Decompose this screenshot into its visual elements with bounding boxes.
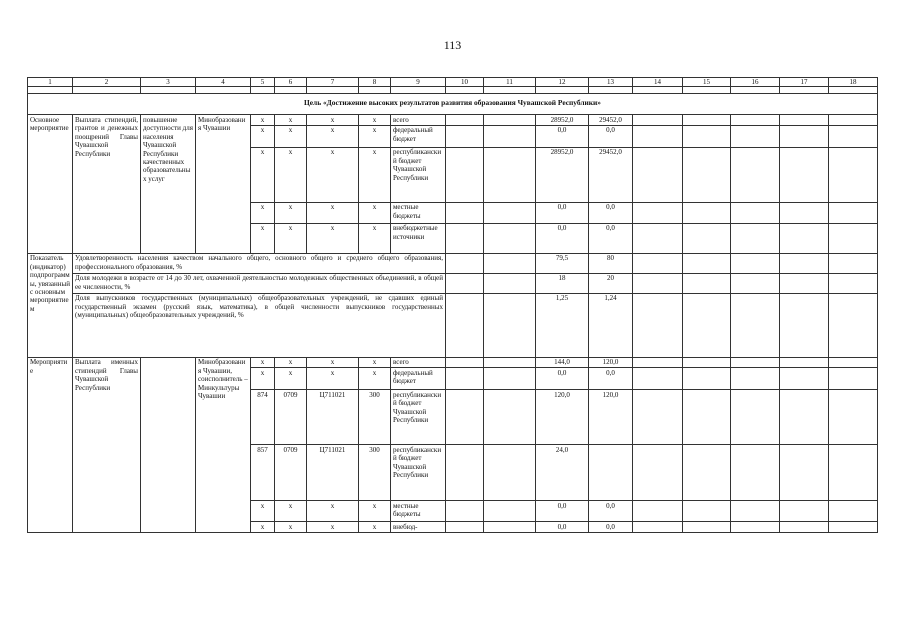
empty-cell xyxy=(484,445,536,501)
rzpr-code: x xyxy=(275,147,307,202)
grbs-code: x xyxy=(251,368,275,390)
vr-code: 300 xyxy=(359,390,391,445)
empty-cell xyxy=(589,87,633,94)
value-col-12: 0,0 xyxy=(536,125,589,147)
csr-code: Ц711021 xyxy=(307,445,359,501)
column-number: 15 xyxy=(683,78,731,87)
empty-cell xyxy=(28,87,73,94)
indicator-value-12: 1,25 xyxy=(536,293,589,357)
column-number: 16 xyxy=(731,78,780,87)
empty-cell xyxy=(359,87,391,94)
empty-cell xyxy=(829,87,878,94)
empty-cell xyxy=(683,223,731,253)
funding-source: республиканский бюджет Чувашской Республики xyxy=(391,390,446,445)
empty-cell xyxy=(683,501,731,522)
value-col-13: 0,0 xyxy=(589,202,633,223)
empty-cell xyxy=(731,501,780,522)
activity-name: Выплата именных стипендий Главы Чувашской Республики xyxy=(73,357,141,532)
column-number: 18 xyxy=(829,78,878,87)
empty-cell xyxy=(484,147,536,202)
vr-code: x xyxy=(359,368,391,390)
value-col-12: 24,0 xyxy=(536,445,589,501)
empty-cell xyxy=(731,522,780,533)
activity-type: Мероприятие xyxy=(28,357,73,532)
csr-code: x xyxy=(307,202,359,223)
empty-cell xyxy=(829,368,878,390)
empty-cell xyxy=(829,253,878,273)
empty-cell xyxy=(829,390,878,445)
activity-result xyxy=(141,357,196,532)
empty-cell xyxy=(829,357,878,367)
funding-source: федеральный бюджет xyxy=(391,125,446,147)
csr-code: x xyxy=(307,368,359,390)
empty-cell xyxy=(683,293,731,357)
column-number: 1 xyxy=(28,78,73,87)
empty-cell xyxy=(829,273,878,293)
empty-cell xyxy=(633,115,683,125)
rzpr-code: x xyxy=(275,115,307,125)
empty-cell xyxy=(731,115,780,125)
rzpr-code: x xyxy=(275,522,307,533)
rzpr-code: x xyxy=(275,501,307,522)
value-col-13: 120,0 xyxy=(589,357,633,367)
vr-code: x xyxy=(359,501,391,522)
empty-cell xyxy=(446,273,484,293)
indicator-value-13: 1,24 xyxy=(589,293,633,357)
indicator-text: Удовлетворенность населения качеством начального общего, основного общего и среднего общего образования, профессионального образования, % xyxy=(73,253,446,273)
empty-cell xyxy=(780,202,829,223)
empty-cell xyxy=(683,357,731,367)
rzpr-code: x xyxy=(275,223,307,253)
empty-cell xyxy=(731,357,780,367)
column-number: 2 xyxy=(73,78,141,87)
empty-cell xyxy=(780,253,829,273)
empty-cell xyxy=(633,125,683,147)
empty-cell xyxy=(780,125,829,147)
empty-cell xyxy=(731,293,780,357)
empty-cell xyxy=(633,253,683,273)
empty-cell xyxy=(829,125,878,147)
vr-code: x xyxy=(359,115,391,125)
empty-cell xyxy=(829,501,878,522)
funding-source: местные бюджеты xyxy=(391,202,446,223)
empty-cell xyxy=(780,368,829,390)
empty-cell xyxy=(683,115,731,125)
empty-cell xyxy=(633,390,683,445)
grbs-code: 874 xyxy=(251,390,275,445)
value-col-13: 0,0 xyxy=(589,223,633,253)
empty-cell xyxy=(446,522,484,533)
value-col-12: 0,0 xyxy=(536,522,589,533)
header-row xyxy=(28,78,878,87)
indicator-text: Доля молодежи в возрасте от 14 до 30 лет, охваченной деятельностью молодежных общественных объединений, в общей ее численности, % xyxy=(73,273,446,293)
empty-cell xyxy=(633,293,683,357)
indicator-value-12: 79,5 xyxy=(536,253,589,273)
empty-cell xyxy=(275,87,307,94)
column-number: 8 xyxy=(359,78,391,87)
empty-cell xyxy=(484,87,536,94)
funding-source: внебюд- xyxy=(391,522,446,533)
empty-cell xyxy=(307,87,359,94)
empty-cell xyxy=(446,223,484,253)
grbs-code: 857 xyxy=(251,445,275,501)
page-number: 113 xyxy=(443,38,462,52)
column-number: 6 xyxy=(275,78,307,87)
empty-cell xyxy=(484,293,536,357)
grbs-code: x xyxy=(251,501,275,522)
funding-source: федеральный бюджет xyxy=(391,368,446,390)
column-number: 10 xyxy=(446,78,484,87)
empty-cell xyxy=(484,223,536,253)
grbs-code: x xyxy=(251,223,275,253)
value-col-12: 28952,0 xyxy=(536,115,589,125)
empty-cell xyxy=(446,390,484,445)
empty-cell xyxy=(633,87,683,94)
indicator-value-13: 20 xyxy=(589,273,633,293)
empty-cell xyxy=(446,202,484,223)
grbs-code: x xyxy=(251,125,275,147)
value-col-13: 0,0 xyxy=(589,501,633,522)
vr-code: x xyxy=(359,223,391,253)
empty-cell xyxy=(633,445,683,501)
empty-cell xyxy=(484,368,536,390)
vr-code: 300 xyxy=(359,445,391,501)
value-col-12: 28952,0 xyxy=(536,147,589,202)
empty-cell xyxy=(829,202,878,223)
column-number: 3 xyxy=(141,78,196,87)
indicator-text: Доля выпускников государственных (муниципальных) общеобразовательных учреждений, не сдавших единый государственный экзамен (русский язык, математика), в общей численности выпускников государственных (муниципальных) общеобразовательных учреждений, % xyxy=(73,293,446,357)
empty-cell xyxy=(73,87,141,94)
empty-cell xyxy=(683,125,731,147)
empty-cell xyxy=(780,501,829,522)
empty-cell xyxy=(446,293,484,357)
csr-code: x xyxy=(307,147,359,202)
value-col-13: 0,0 xyxy=(589,125,633,147)
empty-cell xyxy=(780,357,829,367)
empty-cell xyxy=(780,273,829,293)
activity-executor: Минобразования Чувашии xyxy=(196,115,251,253)
goal-title: Цель «Достижение высоких результатов развития образования Чувашской Республики» xyxy=(28,94,878,115)
vr-code: x xyxy=(359,202,391,223)
empty-cell xyxy=(633,273,683,293)
empty-cell xyxy=(683,368,731,390)
empty-cell xyxy=(731,445,780,501)
empty-cell xyxy=(446,87,484,94)
rzpr-code: 0709 xyxy=(275,445,307,501)
empty-cell xyxy=(829,293,878,357)
empty-cell xyxy=(484,357,536,367)
value-col-12: 0,0 xyxy=(536,202,589,223)
funding-source: всего xyxy=(391,115,446,125)
empty-cell xyxy=(446,357,484,367)
csr-code: Ц711021 xyxy=(307,390,359,445)
empty-cell xyxy=(731,87,780,94)
csr-code: x xyxy=(307,357,359,367)
empty-cell xyxy=(780,445,829,501)
indicator-label: Показатель (индикатор) подпрограммы, увязанный с основным мероприятием xyxy=(28,253,73,357)
value-col-13: 29452,0 xyxy=(589,147,633,202)
empty-cell xyxy=(829,445,878,501)
empty-cell xyxy=(633,223,683,253)
funding-source: республиканский бюджет Чувашской Республики xyxy=(391,147,446,202)
spacer-row xyxy=(28,87,878,94)
goal-row xyxy=(28,94,878,115)
empty-cell xyxy=(633,501,683,522)
empty-cell xyxy=(829,147,878,202)
csr-code: x xyxy=(307,223,359,253)
rzpr-code: 0709 xyxy=(275,390,307,445)
value-col-13: 120,0 xyxy=(589,390,633,445)
rzpr-code: x xyxy=(275,368,307,390)
empty-cell xyxy=(446,253,484,273)
empty-cell xyxy=(633,522,683,533)
column-number: 11 xyxy=(484,78,536,87)
activity-result: повышение доступности для населения Чувашской Республики качественных образовательных услуг xyxy=(141,115,196,253)
empty-cell xyxy=(484,273,536,293)
empty-cell xyxy=(731,273,780,293)
value-col-13 xyxy=(589,445,633,501)
value-col-13: 0,0 xyxy=(589,522,633,533)
empty-cell xyxy=(829,522,878,533)
column-number: 12 xyxy=(536,78,589,87)
vr-code: x xyxy=(359,147,391,202)
empty-cell xyxy=(780,390,829,445)
funding-source: внебюджетные источники xyxy=(391,223,446,253)
empty-cell xyxy=(446,147,484,202)
column-number: 7 xyxy=(307,78,359,87)
empty-cell xyxy=(251,87,275,94)
empty-cell xyxy=(683,253,731,273)
column-number: 13 xyxy=(589,78,633,87)
empty-cell xyxy=(391,87,446,94)
rzpr-code: x xyxy=(275,357,307,367)
vr-code: x xyxy=(359,125,391,147)
empty-cell xyxy=(484,125,536,147)
csr-code: x xyxy=(307,501,359,522)
budget-table xyxy=(27,77,878,533)
value-col-12: 0,0 xyxy=(536,223,589,253)
empty-cell xyxy=(780,293,829,357)
indicator-value-12: 18 xyxy=(536,273,589,293)
empty-cell xyxy=(683,87,731,94)
column-number: 4 xyxy=(196,78,251,87)
empty-cell xyxy=(683,202,731,223)
grbs-code: x xyxy=(251,147,275,202)
empty-cell xyxy=(780,115,829,125)
funding-source: местные бюджеты xyxy=(391,501,446,522)
empty-cell xyxy=(633,202,683,223)
empty-cell xyxy=(731,147,780,202)
value-col-12: 144,0 xyxy=(536,357,589,367)
column-number: 17 xyxy=(780,78,829,87)
empty-cell xyxy=(780,522,829,533)
table-row xyxy=(28,115,878,125)
rzpr-code: x xyxy=(275,202,307,223)
empty-cell xyxy=(141,87,196,94)
empty-cell xyxy=(484,202,536,223)
empty-cell xyxy=(683,390,731,445)
value-col-12: 0,0 xyxy=(536,501,589,522)
value-col-12: 120,0 xyxy=(536,390,589,445)
empty-cell xyxy=(731,125,780,147)
column-number: 9 xyxy=(391,78,446,87)
vr-code: x xyxy=(359,357,391,367)
value-col-12: 0,0 xyxy=(536,368,589,390)
grbs-code: x xyxy=(251,522,275,533)
empty-cell xyxy=(731,390,780,445)
rzpr-code: x xyxy=(275,125,307,147)
empty-cell xyxy=(633,147,683,202)
table-body xyxy=(28,78,878,533)
column-number: 5 xyxy=(251,78,275,87)
empty-cell xyxy=(731,368,780,390)
empty-cell xyxy=(446,368,484,390)
empty-cell xyxy=(731,253,780,273)
empty-cell xyxy=(780,223,829,253)
empty-cell xyxy=(829,115,878,125)
grbs-code: x xyxy=(251,357,275,367)
funding-source: республиканский бюджет Чувашской Республики xyxy=(391,445,446,501)
empty-cell xyxy=(633,357,683,367)
value-col-13: 29452,0 xyxy=(589,115,633,125)
empty-cell xyxy=(484,522,536,533)
funding-source: всего xyxy=(391,357,446,367)
empty-cell xyxy=(780,87,829,94)
empty-cell xyxy=(446,445,484,501)
csr-code: x xyxy=(307,115,359,125)
grbs-code: x xyxy=(251,115,275,125)
activity-name: Выплата стипендий, грантов и денежных поощрений Главы Чувашской Республики xyxy=(73,115,141,253)
empty-cell xyxy=(683,445,731,501)
empty-cell xyxy=(484,390,536,445)
indicator-value-13: 80 xyxy=(589,253,633,273)
vr-code: x xyxy=(359,522,391,533)
empty-cell xyxy=(196,87,251,94)
empty-cell xyxy=(683,147,731,202)
empty-cell xyxy=(446,125,484,147)
empty-cell xyxy=(731,202,780,223)
csr-code: x xyxy=(307,125,359,147)
empty-cell xyxy=(484,115,536,125)
empty-cell xyxy=(683,522,731,533)
empty-cell xyxy=(829,223,878,253)
grbs-code: x xyxy=(251,202,275,223)
table-row xyxy=(28,357,878,367)
indicator-row xyxy=(28,273,878,293)
empty-cell xyxy=(731,223,780,253)
empty-cell xyxy=(484,253,536,273)
empty-cell xyxy=(536,87,589,94)
indicator-row xyxy=(28,293,878,357)
column-number: 14 xyxy=(633,78,683,87)
activity-executor: Минобразования Чувашии, соисполнитель – Минкультуры Чувашии xyxy=(196,357,251,532)
empty-cell xyxy=(484,501,536,522)
empty-cell xyxy=(633,368,683,390)
value-col-13: 0,0 xyxy=(589,368,633,390)
indicator-row xyxy=(28,253,878,273)
empty-cell xyxy=(780,147,829,202)
activity-type: Основное мероприятие xyxy=(28,115,73,253)
empty-cell xyxy=(446,115,484,125)
csr-code: x xyxy=(307,522,359,533)
empty-cell xyxy=(683,273,731,293)
empty-cell xyxy=(446,501,484,522)
